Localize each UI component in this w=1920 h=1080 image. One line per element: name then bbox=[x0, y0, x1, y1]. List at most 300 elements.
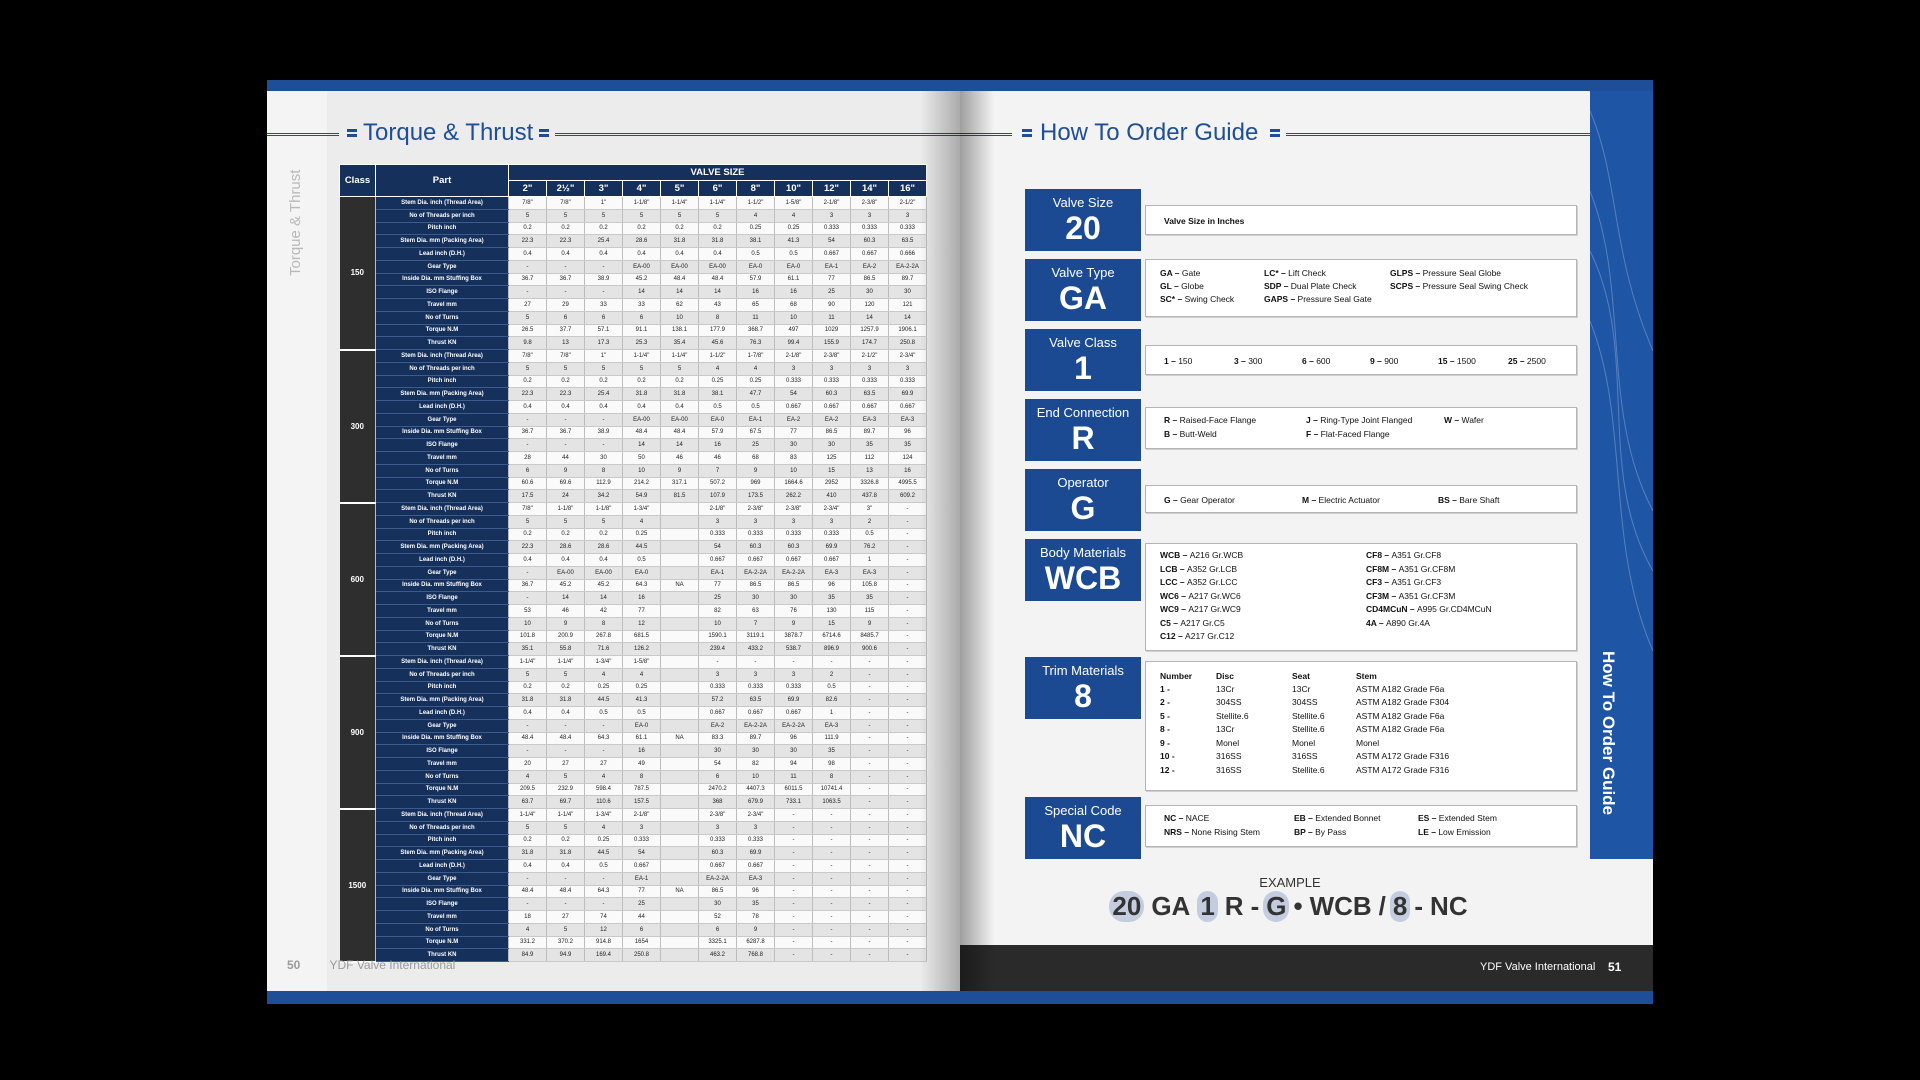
part-cell: Travel mm bbox=[376, 911, 509, 924]
option-item: ES – Extended Stem bbox=[1418, 813, 1497, 823]
value-cell: 1-1/8" bbox=[585, 503, 623, 516]
value-cell: 22.3 bbox=[509, 235, 547, 248]
title-mark-icon bbox=[539, 129, 549, 137]
table-row bbox=[340, 809, 927, 822]
value-cell: 14 bbox=[661, 439, 699, 452]
value-cell: 6011.5 bbox=[775, 783, 813, 796]
table-row bbox=[340, 286, 927, 299]
trim-cell: 5 - bbox=[1160, 710, 1170, 721]
value-cell: 25.4 bbox=[585, 388, 623, 401]
value-cell: EA-00 bbox=[699, 260, 737, 273]
table-row bbox=[340, 821, 927, 834]
value-cell: - bbox=[813, 821, 851, 834]
value-cell: 3326.8 bbox=[851, 477, 889, 490]
value-cell: - bbox=[851, 949, 889, 962]
value-cell: 914.8 bbox=[585, 936, 623, 949]
value-cell: - bbox=[889, 503, 927, 516]
value-cell: 22.3 bbox=[547, 235, 585, 248]
value-cell: - bbox=[775, 821, 813, 834]
value-cell: - bbox=[851, 656, 889, 669]
option-code: M bbox=[1302, 495, 1310, 505]
value-cell bbox=[661, 656, 699, 669]
option-desc: A351 Gr.CF3M bbox=[1398, 590, 1456, 601]
value-cell: EA-0 bbox=[775, 260, 813, 273]
option-desc: A352 Gr.LCC bbox=[1186, 577, 1238, 587]
table-row bbox=[340, 260, 927, 273]
value-cell: EA-00 bbox=[547, 566, 585, 579]
option-item: BS – Bare Shaft bbox=[1438, 495, 1500, 505]
value-cell: 900.6 bbox=[851, 643, 889, 656]
value-cell: 35 bbox=[889, 439, 927, 452]
option-desc: A217 Gr.WC9 bbox=[1188, 604, 1241, 614]
value-cell: 1-5/8" bbox=[623, 656, 661, 669]
value-cell: 1-1/2" bbox=[699, 350, 737, 363]
part-cell: Torque N.M bbox=[376, 783, 509, 796]
value-cell: - bbox=[851, 898, 889, 911]
title-rule-right bbox=[555, 133, 960, 136]
value-cell: 0.2 bbox=[547, 222, 585, 235]
trim-cell: 10 - bbox=[1160, 751, 1175, 762]
example-separator: • bbox=[1293, 891, 1303, 921]
value-cell: - bbox=[889, 643, 927, 656]
example-code-part: 20 bbox=[1109, 891, 1144, 922]
option-desc: Raised-Face Flange bbox=[1179, 415, 1257, 425]
value-cell: - bbox=[509, 260, 547, 273]
page-title: How To Order Guide bbox=[1040, 119, 1259, 146]
value-cell: 36.7 bbox=[509, 426, 547, 439]
table-row bbox=[340, 503, 927, 516]
table-row bbox=[340, 299, 927, 312]
value-cell: 0.667 bbox=[813, 248, 851, 261]
value-cell: 0.25 bbox=[775, 222, 813, 235]
value-cell: 507.2 bbox=[699, 477, 737, 490]
value-cell bbox=[661, 617, 699, 630]
value-cell: 4 bbox=[737, 209, 775, 222]
value-cell: 16 bbox=[775, 286, 813, 299]
part-cell: Thrust KN bbox=[376, 949, 509, 962]
special-code-desc bbox=[1145, 805, 1577, 847]
table-row bbox=[340, 401, 927, 414]
value-cell: 76.3 bbox=[737, 337, 775, 350]
value-cell: 5 bbox=[661, 209, 699, 222]
header-class: Class bbox=[340, 165, 376, 197]
trim-row bbox=[1160, 723, 1516, 737]
value-cell: 96 bbox=[775, 732, 813, 745]
value-cell: 0.333 bbox=[889, 375, 927, 388]
value-cell: 130 bbox=[813, 605, 851, 618]
trim-cell: 13Cr bbox=[1216, 683, 1235, 694]
option-code: CF8 bbox=[1366, 550, 1383, 560]
value-cell: 10 bbox=[661, 311, 699, 324]
value-cell: 0.4 bbox=[623, 401, 661, 414]
value-cell: - bbox=[585, 286, 623, 299]
value-cell bbox=[661, 821, 699, 834]
title-mark-icon bbox=[1022, 129, 1032, 137]
table-row bbox=[340, 668, 927, 681]
value-cell: - bbox=[509, 566, 547, 579]
value-cell: 7/8" bbox=[547, 197, 585, 210]
value-cell: - bbox=[851, 694, 889, 707]
value-cell: 6 bbox=[699, 770, 737, 783]
option-item: W – Wafer bbox=[1444, 415, 1484, 425]
option-code: LCB bbox=[1160, 563, 1178, 574]
value-cell: 46 bbox=[547, 605, 585, 618]
value-cell: - bbox=[585, 413, 623, 426]
value-cell: - bbox=[851, 911, 889, 924]
value-cell: 969 bbox=[737, 477, 775, 490]
value-cell: 0.667 bbox=[699, 554, 737, 567]
operator-desc bbox=[1145, 485, 1577, 513]
value-cell bbox=[661, 809, 699, 822]
value-cell: 2-1/8" bbox=[813, 197, 851, 210]
value-cell: 77 bbox=[775, 426, 813, 439]
value-cell: 5 bbox=[699, 209, 737, 222]
value-cell: 0.666 bbox=[889, 248, 927, 261]
table-row bbox=[340, 847, 927, 860]
value-cell: - bbox=[889, 707, 927, 720]
value-cell: EA-00 bbox=[585, 566, 623, 579]
trim-materials-desc bbox=[1145, 661, 1577, 791]
option-item: M – Electric Actuator bbox=[1302, 495, 1380, 505]
value-cell: 5 bbox=[547, 770, 585, 783]
value-cell: 10 bbox=[775, 464, 813, 477]
table-row bbox=[340, 605, 927, 618]
value-cell: 54 bbox=[623, 847, 661, 860]
catalog-spread bbox=[267, 80, 1653, 1004]
option-desc: A352 Gr.LCB bbox=[1186, 563, 1238, 574]
value-cell: 63 bbox=[737, 605, 775, 618]
part-cell: Lead inch (D.H.) bbox=[376, 401, 509, 414]
trim-cell: Stellite.6 bbox=[1292, 710, 1325, 721]
trim-header: Stem bbox=[1356, 671, 1377, 681]
value-cell: 3 bbox=[813, 362, 851, 375]
value-cell: 44.5 bbox=[623, 541, 661, 554]
value-cell: 44 bbox=[547, 452, 585, 465]
value-cell: EA-1 bbox=[699, 566, 737, 579]
code-box-code: 1 bbox=[1074, 350, 1092, 386]
option-desc: Pressure Seal Gate bbox=[1297, 294, 1372, 304]
option-code: LE bbox=[1418, 827, 1429, 837]
value-cell: - bbox=[813, 860, 851, 873]
value-cell: 30 bbox=[775, 439, 813, 452]
example-code-part: R bbox=[1224, 891, 1244, 921]
value-cell: 28.6 bbox=[623, 235, 661, 248]
option-item: NRS – None Rising Stem bbox=[1164, 827, 1260, 837]
value-cell: 54 bbox=[699, 541, 737, 554]
option-item: SDP – Dual Plate Check bbox=[1264, 281, 1357, 291]
trim-header: Number bbox=[1160, 671, 1193, 681]
table-row bbox=[340, 273, 927, 286]
value-cell: 63.5 bbox=[889, 235, 927, 248]
value-cell: - bbox=[737, 656, 775, 669]
size-header: 16" bbox=[889, 181, 927, 197]
value-cell: 47.7 bbox=[737, 388, 775, 401]
value-cell: 5 bbox=[623, 209, 661, 222]
value-cell: 24 bbox=[547, 490, 585, 503]
value-cell: 14 bbox=[661, 286, 699, 299]
value-cell: 5 bbox=[509, 362, 547, 375]
value-cell: 25.4 bbox=[585, 235, 623, 248]
value-cell: - bbox=[775, 923, 813, 936]
value-cell: 0.333 bbox=[775, 681, 813, 694]
value-cell: EA-2-2A bbox=[775, 719, 813, 732]
value-cell: 68 bbox=[775, 299, 813, 312]
value-cell: 0.333 bbox=[813, 375, 851, 388]
value-cell: - bbox=[813, 872, 851, 885]
trim-cell: 316SS bbox=[1292, 751, 1318, 762]
part-cell: Lead inch (D.H.) bbox=[376, 554, 509, 567]
option-code: G bbox=[1164, 495, 1171, 505]
trim-cell: Monel bbox=[1356, 737, 1380, 748]
value-cell: 61.1 bbox=[623, 732, 661, 745]
value-cell: 497 bbox=[775, 324, 813, 337]
value-cell: 5 bbox=[547, 923, 585, 936]
value-cell: 38.1 bbox=[699, 388, 737, 401]
option-desc: Lift Check bbox=[1288, 268, 1326, 278]
value-cell: - bbox=[889, 796, 927, 809]
value-cell: - bbox=[699, 656, 737, 669]
value-cell: 0.2 bbox=[509, 834, 547, 847]
value-cell: 2952 bbox=[813, 477, 851, 490]
value-cell: EA-0 bbox=[623, 566, 661, 579]
size-header: 3" bbox=[585, 181, 623, 197]
value-cell: 0.4 bbox=[585, 401, 623, 414]
value-cell: 22.3 bbox=[547, 388, 585, 401]
value-cell: 1257.9 bbox=[851, 324, 889, 337]
value-cell: - bbox=[509, 439, 547, 452]
part-cell: Stem Dia. mm (Packing Area) bbox=[376, 388, 509, 401]
value-cell: 82 bbox=[699, 605, 737, 618]
value-cell: - bbox=[509, 719, 547, 732]
option-item: CF3 – A351 Gr.CF3 bbox=[1366, 577, 1442, 587]
value-cell: 76 bbox=[775, 605, 813, 618]
value-cell: 0.4 bbox=[509, 248, 547, 261]
part-cell: Pitch inch bbox=[376, 528, 509, 541]
value-cell: - bbox=[889, 872, 927, 885]
value-cell: 48.4 bbox=[547, 885, 585, 898]
value-cell: 16 bbox=[737, 286, 775, 299]
special-code-code-box bbox=[1025, 797, 1141, 859]
value-cell: - bbox=[851, 745, 889, 758]
value-cell: 45.2 bbox=[623, 273, 661, 286]
part-cell: No of Turns bbox=[376, 464, 509, 477]
part-cell: Pitch inch bbox=[376, 681, 509, 694]
value-cell: 81.5 bbox=[661, 490, 699, 503]
size-header: 2½" bbox=[547, 181, 585, 197]
value-cell: EA-0 bbox=[623, 719, 661, 732]
value-cell: 0.2 bbox=[585, 528, 623, 541]
part-cell: No of Threads per inch bbox=[376, 668, 509, 681]
value-cell: EA-00 bbox=[623, 413, 661, 426]
value-cell: 0.5 bbox=[737, 248, 775, 261]
value-cell: 15 bbox=[813, 464, 851, 477]
value-cell: 3 bbox=[889, 209, 927, 222]
value-cell: 0.2 bbox=[661, 375, 699, 388]
value-cell: 38.1 bbox=[737, 235, 775, 248]
example-code-part: 8 bbox=[1390, 891, 1410, 922]
value-cell: 112.9 bbox=[585, 477, 623, 490]
value-cell: - bbox=[813, 923, 851, 936]
page-gutter-shadow bbox=[920, 91, 960, 991]
value-cell: 31.8 bbox=[509, 694, 547, 707]
trim-row bbox=[1160, 763, 1516, 777]
value-cell: 48.4 bbox=[509, 885, 547, 898]
value-cell: 35.4 bbox=[661, 337, 699, 350]
part-cell: No of Turns bbox=[376, 770, 509, 783]
value-cell: - bbox=[509, 898, 547, 911]
value-cell: 0.667 bbox=[737, 707, 775, 720]
table-row bbox=[340, 745, 927, 758]
value-cell: 25 bbox=[623, 898, 661, 911]
value-cell: 2470.2 bbox=[699, 783, 737, 796]
value-cell: EA-3 bbox=[813, 566, 851, 579]
value-cell: 25 bbox=[699, 592, 737, 605]
value-cell: 90 bbox=[813, 299, 851, 312]
value-cell: 48.4 bbox=[661, 426, 699, 439]
value-cell: 63.5 bbox=[851, 388, 889, 401]
value-cell: 78 bbox=[737, 911, 775, 924]
option-desc: 150 bbox=[1178, 356, 1193, 366]
value-cell: 5 bbox=[547, 821, 585, 834]
part-cell: Pitch inch bbox=[376, 375, 509, 388]
right-page bbox=[960, 91, 1653, 991]
value-cell: 69.7 bbox=[547, 796, 585, 809]
value-cell: - bbox=[775, 834, 813, 847]
value-cell: 0.2 bbox=[547, 375, 585, 388]
value-cell: 54.9 bbox=[623, 490, 661, 503]
value-cell: 89.7 bbox=[889, 273, 927, 286]
option-item: F – Flat-Faced Flange bbox=[1306, 429, 1390, 439]
value-cell: 0.4 bbox=[547, 707, 585, 720]
table-row bbox=[340, 515, 927, 528]
value-cell: 157.5 bbox=[623, 796, 661, 809]
value-cell: 60.3 bbox=[813, 388, 851, 401]
part-cell: Thrust KN bbox=[376, 643, 509, 656]
option-item: B – Butt-Weld bbox=[1164, 429, 1217, 439]
part-cell: ISO Flange bbox=[376, 439, 509, 452]
value-cell: 267.8 bbox=[585, 630, 623, 643]
table-row bbox=[340, 413, 927, 426]
option-code: 1 bbox=[1164, 356, 1169, 366]
value-cell: - bbox=[889, 898, 927, 911]
value-cell: 370.2 bbox=[547, 936, 585, 949]
value-cell: 45.2 bbox=[547, 579, 585, 592]
value-cell: 4 bbox=[585, 770, 623, 783]
value-cell: 64.3 bbox=[623, 579, 661, 592]
value-cell: 61.1 bbox=[775, 273, 813, 286]
value-cell: 9 bbox=[851, 617, 889, 630]
value-cell: 54 bbox=[775, 388, 813, 401]
value-cell: 433.2 bbox=[737, 643, 775, 656]
title-mark-icon bbox=[1270, 129, 1280, 137]
value-cell: - bbox=[889, 528, 927, 541]
value-cell: 0.2 bbox=[585, 222, 623, 235]
value-cell: - bbox=[889, 911, 927, 924]
value-cell: 0.333 bbox=[775, 375, 813, 388]
table-row bbox=[340, 337, 927, 350]
value-cell: 3 bbox=[699, 515, 737, 528]
value-cell: 2-3/4" bbox=[889, 350, 927, 363]
option-item: C12 – A217 Gr.C12 bbox=[1160, 631, 1235, 641]
option-item: WC9 – A217 Gr.WC9 bbox=[1160, 604, 1241, 614]
value-cell: 0.4 bbox=[547, 860, 585, 873]
value-cell: 7/8" bbox=[509, 350, 547, 363]
value-cell: 86.5 bbox=[775, 579, 813, 592]
value-cell: 4407.3 bbox=[737, 783, 775, 796]
value-cell: - bbox=[889, 847, 927, 860]
value-cell: 0.333 bbox=[851, 222, 889, 235]
value-cell: 5 bbox=[509, 515, 547, 528]
example-code-part: GA bbox=[1151, 891, 1191, 921]
value-cell: 2-1/8" bbox=[623, 809, 661, 822]
value-cell: - bbox=[889, 936, 927, 949]
option-desc: Low Emission bbox=[1438, 827, 1491, 837]
value-cell: 3 bbox=[851, 209, 889, 222]
code-box-label: Trim Materials bbox=[1042, 663, 1124, 678]
value-cell: 3 bbox=[775, 668, 813, 681]
value-cell: 11 bbox=[775, 770, 813, 783]
option-item: 9 – 900 bbox=[1370, 356, 1399, 366]
value-cell: 7 bbox=[737, 617, 775, 630]
option-desc: Extended Stem bbox=[1438, 813, 1497, 823]
option-item: J – Ring-Type Joint Flanged bbox=[1306, 415, 1413, 425]
value-cell: - bbox=[547, 439, 585, 452]
value-cell: 3325.1 bbox=[699, 936, 737, 949]
value-cell: - bbox=[813, 809, 851, 822]
value-cell: 2 bbox=[851, 515, 889, 528]
option-item: BP – By Pass bbox=[1294, 827, 1347, 837]
value-cell bbox=[661, 949, 699, 962]
part-cell: ISO Flange bbox=[376, 898, 509, 911]
size-header: 14" bbox=[851, 181, 889, 197]
value-cell: - bbox=[775, 949, 813, 962]
side-section-label: Torque & Thrust bbox=[287, 169, 304, 276]
value-cell: 787.5 bbox=[623, 783, 661, 796]
option-desc: NACE bbox=[1185, 813, 1210, 823]
value-cell: 14 bbox=[889, 311, 927, 324]
option-code: CF8M bbox=[1366, 563, 1390, 574]
part-cell: ISO Flange bbox=[376, 592, 509, 605]
size-header: 10" bbox=[775, 181, 813, 197]
value-cell: - bbox=[813, 911, 851, 924]
code-box-label: Valve Size bbox=[1052, 195, 1114, 210]
option-code: GLPS bbox=[1390, 268, 1414, 278]
operator-code-box bbox=[1025, 469, 1141, 531]
value-cell: 1-1/2" bbox=[737, 197, 775, 210]
part-cell: ISO Flange bbox=[376, 286, 509, 299]
option-code: WC6 bbox=[1160, 590, 1179, 601]
value-cell: 0.333 bbox=[813, 528, 851, 541]
value-cell: 74 bbox=[585, 911, 623, 924]
value-cell: 20 bbox=[509, 758, 547, 771]
option-desc: 600 bbox=[1316, 356, 1331, 366]
option-desc: Electric Actuator bbox=[1318, 495, 1380, 505]
part-cell: Thrust KN bbox=[376, 796, 509, 809]
value-cell: 262.2 bbox=[775, 490, 813, 503]
trim-cell: Stellite.6 bbox=[1216, 710, 1249, 721]
value-cell: 35 bbox=[851, 439, 889, 452]
value-cell: - bbox=[851, 719, 889, 732]
value-cell: 0.5 bbox=[585, 707, 623, 720]
value-cell: 0.667 bbox=[813, 554, 851, 567]
value-cell: 0.2 bbox=[623, 375, 661, 388]
value-cell bbox=[661, 515, 699, 528]
value-cell: - bbox=[889, 617, 927, 630]
value-cell: - bbox=[889, 668, 927, 681]
value-cell: EA-2-2A bbox=[699, 872, 737, 885]
part-cell: Stem Dia. inch (Thread Area) bbox=[376, 503, 509, 516]
value-cell: 0.2 bbox=[509, 222, 547, 235]
